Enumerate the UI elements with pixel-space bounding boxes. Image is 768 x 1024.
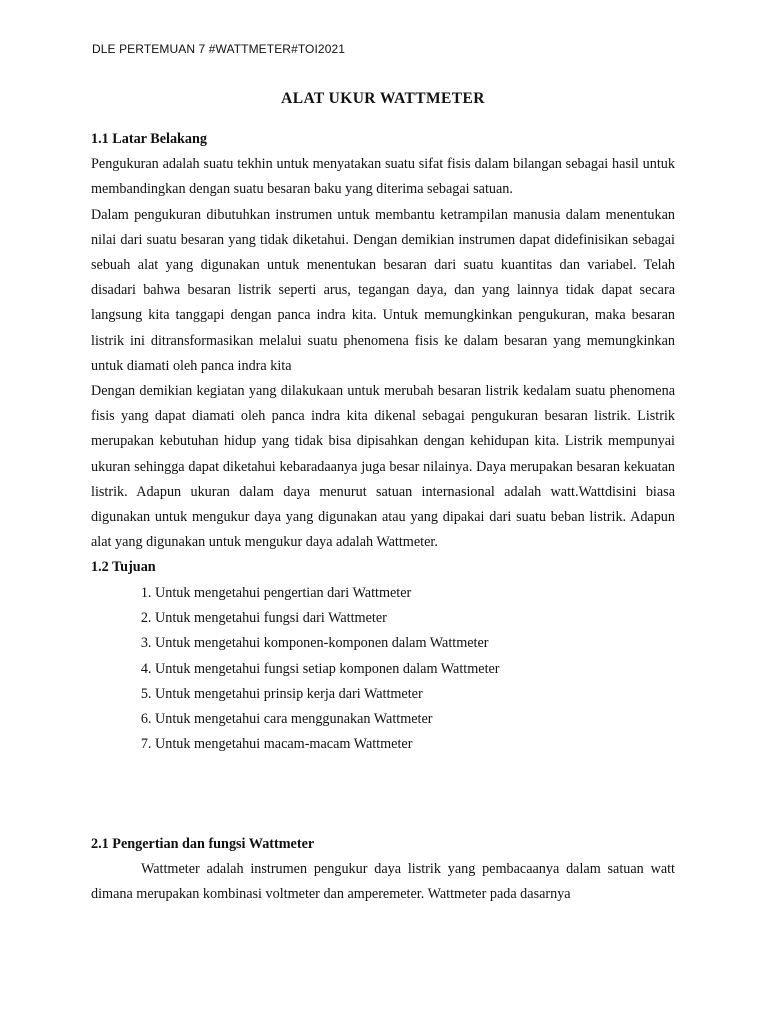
list-item: 3. Untuk mengetahui komponen-komponen dalam Wattmeter: [155, 631, 675, 656]
list-item: 4. Untuk mengetahui fungsi setiap komponen dalam Wattmeter: [155, 657, 675, 682]
list-item: 5. Untuk mengetahui prinsip kerja dari Wattmeter: [155, 682, 675, 707]
section-heading-tujuan: 1.2 Tujuan: [91, 559, 156, 576]
paragraph-4: Wattmeter adalah instrumen pengukur daya listrik yang pembacaanya dalam satuan watt dimana merupakan kombinasi voltmeter dan amperemeter. Wattmeter pada dasarnya: [91, 860, 675, 903]
document-body: [91, 88, 675, 907]
section-heading-latar-belakang: 1.1 Latar Belakang: [91, 131, 208, 147]
tujuan-list: [91, 581, 675, 758]
paragraph-2: Dalam pengukuran dibutuhkan instrumen untuk membantu ketrampilan manusia dalam menentukan nilai dari suatu besaran yang tidak diketahui. Dengan demikian instrumen dapat didefinisikan sebagai sebuah alat yang digunakan untuk menentukan besaran dari suatu kuantitas dan variabel. Telah disadari bahwa besaran listrik seperti arus, tegangan daya, dan yang lainnya tidak dapat secara langsung kita tanggapi dengan panca indra kita. Untuk memungkinkan pengukuran, maka besaran listrik ini ditransformasikan melalui suatu phenomena fisis ke dalam besaran yang memungkinkan untuk diamati oleh panca indra kita: [91, 206, 675, 374]
paragraph-1: Pengukuran adalah suatu tekhin untuk menyatakan suatu sifat fisis dalam bilangan sebagai hasil untuk membandingkan dengan suatu besaran baku yang diterima sebagai satuan.: [91, 156, 675, 198]
page-header: DLE PERTEMUAN 7 #WATTMETER#TOI2021: [92, 42, 346, 56]
list-item: 7. Untuk mengetahui macam-macam Wattmeter: [155, 732, 675, 757]
paragraph-3: Dengan demikian kegiatan yang dilakukaan untuk merubah besaran listrik kedalam suatu phenomena fisis yang dapat diamati oleh panca indra kita dikenal sebagai pengukuran besaran listrik. Listrik merupakan kebutuhan hidup yang tidak bisa dipisahkan dengan kehidupan kita. Listrik mempunyai ukuran sehingga dapat diketahui kebaradaanya juga besar nilainya. Daya merupakan besaran kekuatan listrik. Adapun ukuran dalam daya menurut satuan internasional adalah watt.Wattdisini biasa digunakan untuk mengukur daya yang digunakan atau yang dipakai dari suatu beban listrik. Adapun alat yang digunakan untuk mengukur daya adalah Wattmeter.: [91, 383, 675, 551]
list-item: 1. Untuk mengetahui pengertian dari Wattmeter: [155, 581, 675, 606]
section-heading-pengertian: 2.1 Pengertian dan fungsi Wattmeter: [91, 835, 315, 852]
document-title: ALAT UKUR WATTMETER: [281, 90, 485, 107]
section-spacer: [91, 758, 675, 832]
list-item: 6. Untuk mengetahui cara menggunakan Wattmeter: [155, 707, 675, 732]
list-item: 2. Untuk mengetahui fungsi dari Wattmeter: [155, 606, 675, 631]
